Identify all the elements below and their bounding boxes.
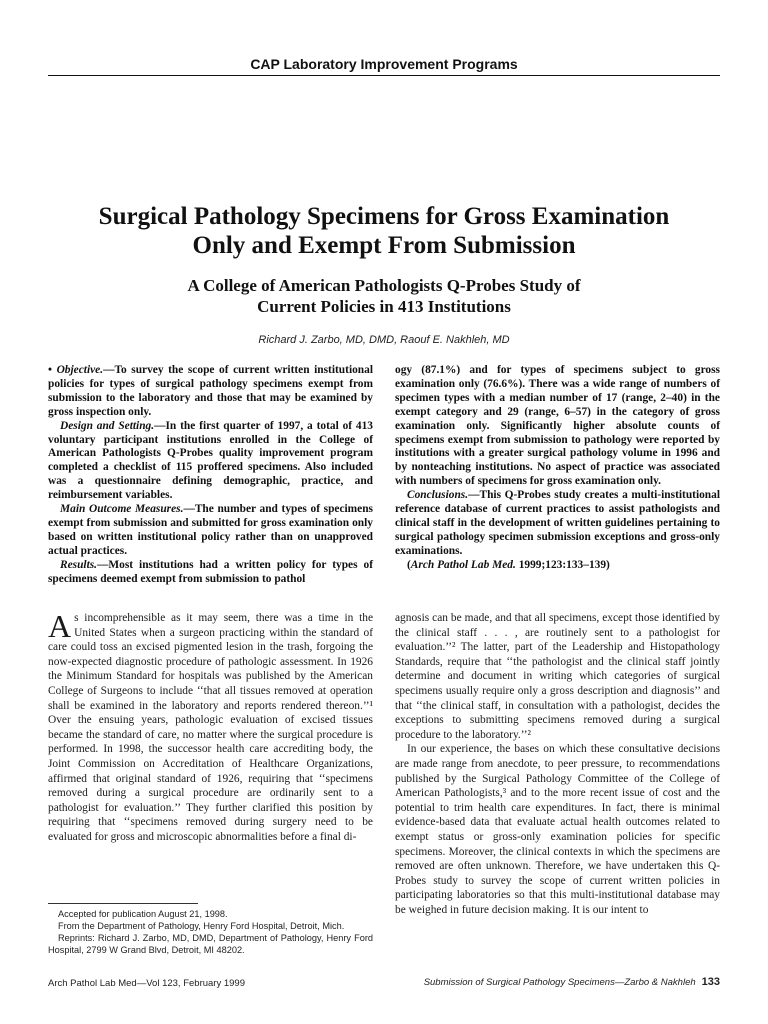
footer-authors: —Zarbo & Nakhleh bbox=[614, 977, 696, 988]
abstract-results-start bbox=[48, 559, 373, 587]
article-subtitle-line-1: A College of American Pathologists Q-Probes Study of bbox=[187, 276, 581, 295]
body-left-column bbox=[48, 608, 373, 845]
abstract-left-column bbox=[48, 364, 373, 587]
citation-journal: Arch Pathol Lab Med. bbox=[410, 558, 516, 571]
footnote-affiliation: From the Department of Pathology, Henry Ford Hospital, Detroit, Mich. bbox=[58, 921, 345, 931]
abstract-results-continued bbox=[395, 364, 720, 489]
footer-right bbox=[424, 976, 720, 988]
footnote-accepted: Accepted for publication August 21, 1998. bbox=[58, 909, 228, 919]
body-paragraph-1-continued: agnosis can be made, and that all specimens, except those identified by the clinical staff . . . , are routinely sent to a pathologist for evaluation.’’² The latter, part of the Leadership and Histopathology Standards, require that ‘‘the pathologist and the clinical staff jointly determine and document in writing which categories of surgical specimens usually require only a gross description and diagnosis’’ and that ‘‘the clinical staff, in consultation with a pathologist, decides the exceptions to submitting specimens removed during a surgical procedure to the laboratory.’’² bbox=[395, 612, 720, 741]
footnotes bbox=[48, 908, 373, 956]
conclusions-label: Conclusions. bbox=[407, 489, 469, 502]
objective-label: Objective. bbox=[56, 364, 104, 376]
footer-journal: Arch Pathol Lab Med—Vol 123, February 1999 bbox=[48, 978, 245, 989]
body-paragraph-1 bbox=[48, 608, 373, 845]
abstract-measures bbox=[48, 503, 373, 559]
footnote-reprints: Reprints: Richard J. Zarbo, MD, DMD, Department of Pathology, Henry Ford Hospital, 2799 W Grand Blvd, Detroit, MI 48202. bbox=[48, 933, 373, 955]
body-paragraph-1-text: s incomprehensible as it may seem, there was a time in the United States when a surgeon practicing within the standard of care could toss an excised pigmented lesion in the trash, forgoing the now-expected diagnostic procedure of pathologic assessment. In 1926 the Minimum Standard for hospitals was published by the American College of Surgeons to include ‘‘that all tissues removed at operation shall be examined in the laboratory and reports rendered thereon.’’¹ Over the ensuing years, pathologic evaluation of excised tissues became the standard of care, no matter where the surgical procedure is performed. In 1998, the successor health care accrediting body, the Joint Commission on Accreditation of Healthcare Organizations, affirmed that original standard of 1926, requiring that ‘‘specimens removed during a surgical procedure are ordinarily sent to a pathologist for evaluation.’’ They further clarified this position by requiring that ‘‘specimens removed during surgery need to be evaluated for gross and microscopic abnormalities before a final di- bbox=[48, 612, 373, 843]
article-subtitle bbox=[48, 275, 720, 317]
article-title-line-2: Only and Exempt From Submission bbox=[192, 232, 576, 259]
design-label: Design and Setting. bbox=[60, 419, 155, 432]
abstract-conclusions bbox=[395, 489, 720, 559]
running-head: CAP Laboratory Improvement Programs bbox=[250, 56, 518, 72]
abstract-right-column bbox=[395, 364, 720, 573]
footer-running-title: Submission of Surgical Pathology Specimens bbox=[423, 977, 615, 988]
footnote-rule bbox=[48, 903, 198, 904]
bullet-icon: • bbox=[48, 364, 52, 376]
body-right-column bbox=[395, 611, 720, 917]
conclusions-text: —This Q-Probes study creates a multi-institutional reference database of current practices to assist pathologists and clinical staff in the development of written guidelines pertaining to surgical pathology specimen submission exceptions and gross-only examinations. bbox=[395, 489, 720, 557]
header-rule bbox=[48, 75, 720, 76]
citation-details: 1999;123:133–139) bbox=[515, 558, 610, 571]
article-title-line-1: Surgical Pathology Specimens for Gross Examination bbox=[98, 203, 670, 230]
abstract-citation: (Arch Pathol Lab Med. 1999;123:133–139) bbox=[407, 558, 610, 571]
page-number: 133 bbox=[701, 976, 720, 988]
article-title bbox=[48, 202, 720, 260]
design-text: —In the first quarter of 1997, a total of 413 voluntary participant institutions enrolled in the College of American Pathologists Q-Probes quality improvement program completed a checklist of 115 proffered specimens. Also included was a questionnaire defining demographic, practice, and reimbursement variables. bbox=[48, 419, 374, 502]
measures-text: —The number and types of specimens exempt from submission and submitted for gross examination only based on written institutional policy rather than on unapproved actual practices. bbox=[48, 503, 373, 557]
author-byline: Richard J. Zarbo, MD, DMD, Raouf E. Nakhleh, MD bbox=[258, 334, 510, 346]
abstract-objective bbox=[48, 364, 373, 420]
body-paragraph-2: In our experience, the bases on which these consultative decisions are made range from anecdote, to peer pressure, to recommendations published by the Surgical Pathology Committee of the College of American Pathologists,³ and to the more recent issue of cost and the potential to trim health care expenditures. In fact, there is minimal evidence-based data that evaluate actual health outcomes related to exempt status or gross-only examination policies for specific specimens. Moreover, the clinical contexts in which the specimens are removed are often unknown. Therefore, we have undertaken this Q-Probes study to survey the scope of current written policies in participating laboratories so that this multi-institutional database may be weighed in future decision making. It is our intent to bbox=[395, 743, 720, 916]
objective-text: —To survey the scope of current written institutional policies for types of surgical pathology specimens exempt from submission to the laboratory and those that may be examined by gross inspection only. bbox=[48, 364, 373, 418]
measures-label: Main Outcome Measures. bbox=[60, 503, 184, 516]
drop-cap: A bbox=[48, 608, 72, 644]
article-subtitle-line-2: Current Policies in 413 Institutions bbox=[257, 297, 511, 316]
results-label: Results. bbox=[60, 558, 98, 571]
abstract-design bbox=[48, 420, 373, 503]
results-text-part-1: —Most institutions had a written policy for types of specimens deemed exempt from submission to pathol bbox=[48, 558, 373, 585]
results-text-part-2: ogy (87.1%) and for types of specimens subject to gross examination only (76.6%). There was a wide range of numbers of specimen types with a median number of 17 (range, 2–40) in the exempt category and 29 (range, 6–57) in the category of gross examination only. Significantly higher absolute counts of specimens exempt from submission to pathology were reported by institutions with a greater surgical pathology volume in 1996 and by nonteaching institutions. No aspect of practice was associated with numbers of specimens for gross examination only. bbox=[395, 364, 720, 488]
